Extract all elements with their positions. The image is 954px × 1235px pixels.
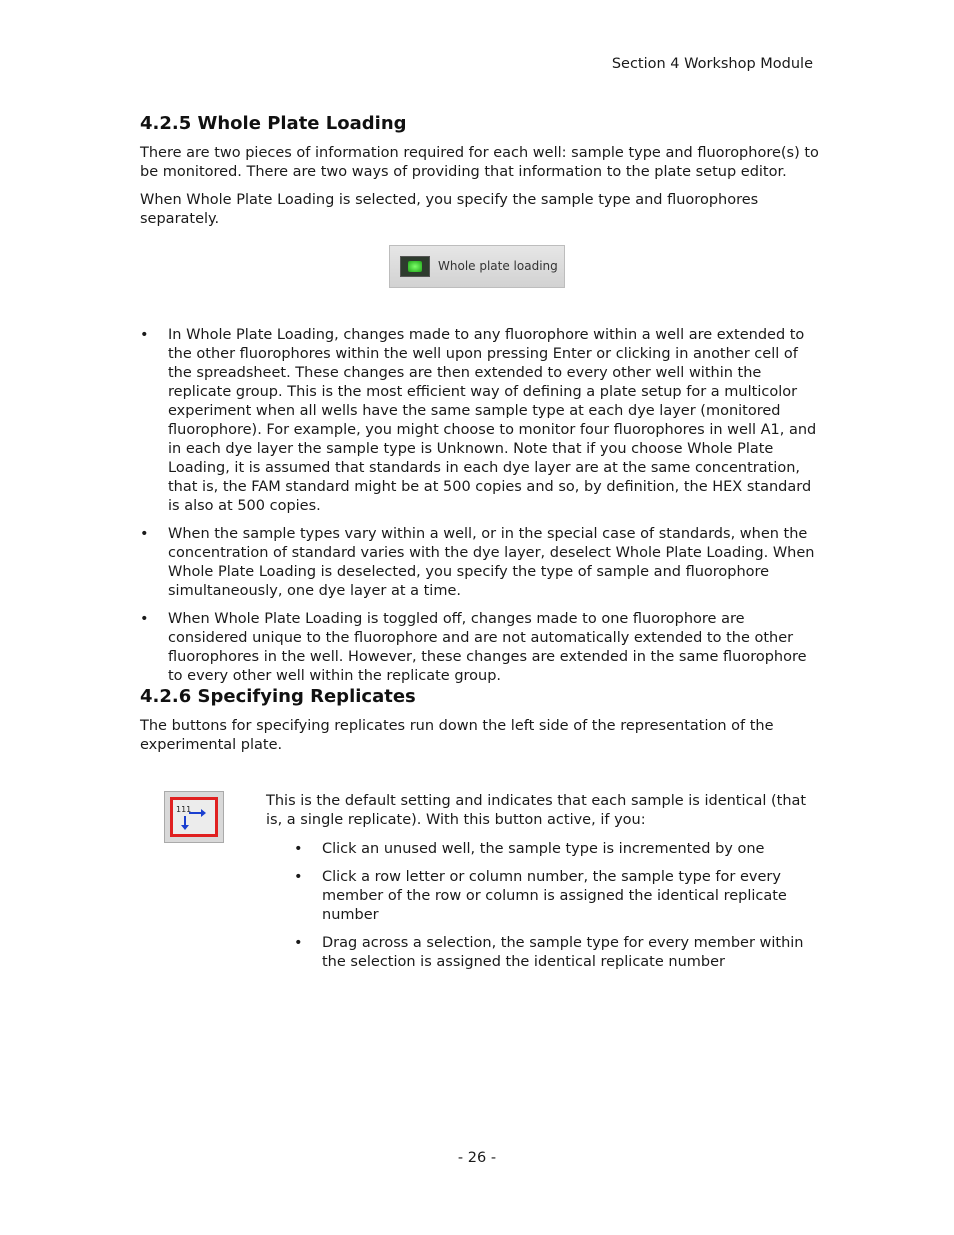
replicate-icon-text: 111 (176, 805, 192, 814)
green-indicator-icon (400, 256, 430, 277)
list-item: • Click an unused well, the sample type is incremented by one (294, 840, 819, 859)
single-replicate-button-icon (164, 791, 224, 843)
single-replicate-description: This is the default setting and indicates that each sample is identical (that is, a single replicate). With this button active, if you: (266, 793, 807, 828)
whole-plate-loading-label: Whole plate loading (438, 259, 558, 273)
list-item: • In Whole Plate Loading, changes made to any fluorophore within a well are extended to the other fluorophores within the well upon pressing Enter or clicking in another cell of the spreadsheet. These changes are then extended to every other well within the replicate group. This is the most efficient way of defining a plate setup for a multicolor experiment when all wells have the same sample type at each dye layer (monitored fluorophore). For example, you might choose to monitor four fluorophores in well A1, and in each dye layer the sample type is Unknown. Note that if you choose Whole Plate Loading, it is assumed that standards in each dye layer are at the same concentration, that is, the FAM standard might be at 500 copies and so, by definition, the HEX standard is also at 500 copies. (140, 326, 820, 516)
whole-plate-loading-button-image (389, 245, 565, 288)
single-replicate-bullets (294, 840, 819, 981)
section-heading-whole-plate-loading: 4.2.5 Whole Plate Loading (140, 113, 407, 134)
section-heading-specifying-replicates: 4.2.6 Specifying Replicates (140, 686, 416, 707)
paragraph-replicate-buttons: The buttons for specifying replicates run down the left side of the representation of the experimental plate. (140, 718, 774, 753)
whole-plate-loading-bullets (140, 326, 820, 695)
paragraph-whole-plate-selected: When Whole Plate Loading is selected, you specify the sample type and fluorophores separately. (140, 192, 759, 227)
list-item: • When Whole Plate Loading is toggled off, changes made to one fluorophore are considered unique to the fluorophore and are not automatically extended to the other fluorophores in the well. However, these changes are extended in the same fluorophore to every other well within the replicate group. (140, 610, 820, 686)
page-number: - 26 - (457, 1150, 497, 1166)
paragraph-info-required: There are two pieces of information required for each well: sample type and fluorophore(s) to be monitored. There are two ways of providing that information to the plate setup editor. (140, 145, 819, 180)
list-item: • Click a row letter or column number, the sample type for every member of the row or column is assigned the identical replicate number (294, 868, 819, 925)
page-header: Section 4 Workshop Module (611, 56, 813, 72)
list-item: • When the sample types vary within a well, or in the special case of standards, when the concentration of standard varies with the dye layer, deselect Whole Plate Loading. When Whole Plate Loading is deselected, you specify the type of sample and fluorophore simultaneously, one dye layer at a time. (140, 525, 820, 601)
replicate-arrows-icon (175, 802, 213, 832)
list-item: • Drag across a selection, the sample type for every member within the selection is assigned the identical replicate number (294, 934, 819, 972)
